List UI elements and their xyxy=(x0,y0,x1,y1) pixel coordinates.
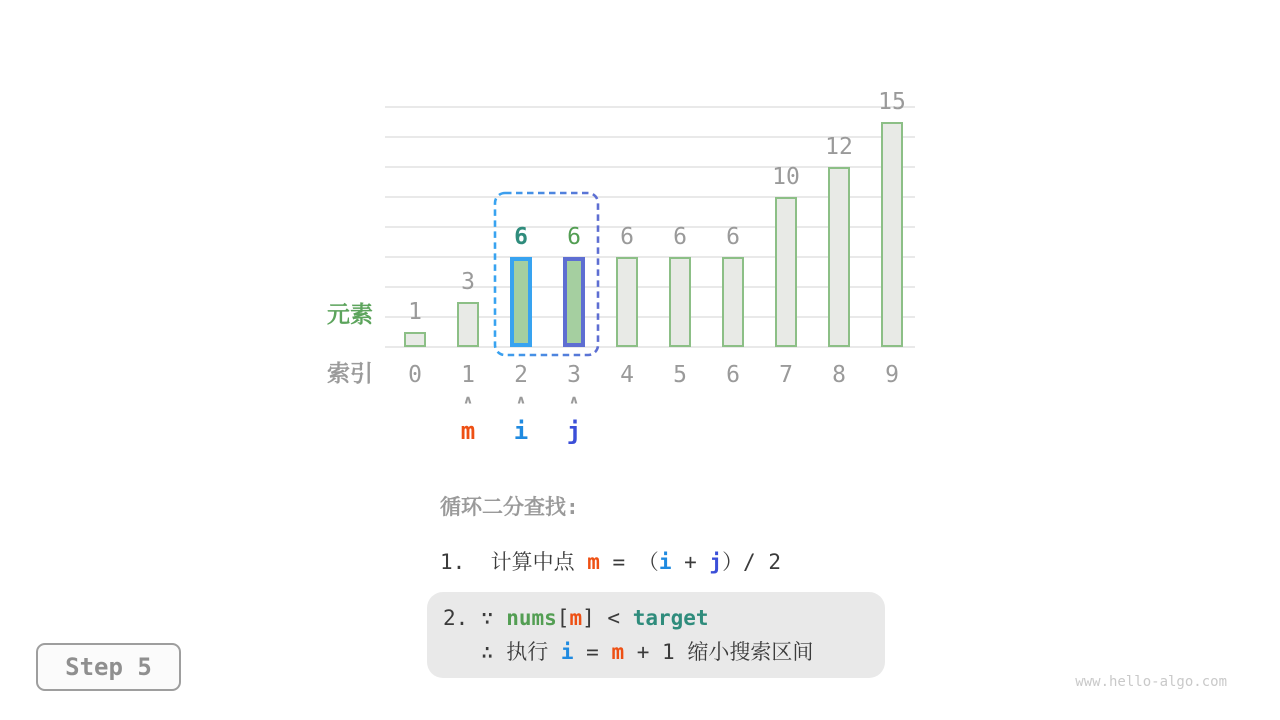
bar xyxy=(828,167,850,347)
text-segment: m xyxy=(611,640,625,664)
search-window-dashed-box xyxy=(490,188,603,360)
text-segment: = xyxy=(573,640,612,664)
index-label: 3 xyxy=(567,362,581,388)
bar-value-label: 15 xyxy=(878,89,906,115)
bar xyxy=(457,302,479,347)
watermark-url: www.hello-algo.com xyxy=(1075,674,1227,690)
note-step2-line2 xyxy=(443,635,885,669)
text-segment: = （ xyxy=(599,550,659,574)
bar-value-label: 6 xyxy=(620,224,634,250)
bar-value-label: 6 xyxy=(514,224,528,250)
text-segment: < xyxy=(594,606,633,630)
bar-value-label: 10 xyxy=(772,164,800,190)
text-segment: + 1 缩小搜索区间 xyxy=(624,640,814,664)
pointer-label-j: j xyxy=(566,417,582,445)
bar-value-label: 6 xyxy=(567,224,581,250)
text-segment: ] xyxy=(582,606,595,630)
text-segment: ）/ 2 xyxy=(722,550,781,574)
bar xyxy=(669,257,691,347)
pointer-label-m: m xyxy=(460,417,476,445)
bar xyxy=(881,122,903,347)
index-label: 1 xyxy=(461,362,475,388)
note-heading: 循环二分查找: xyxy=(440,495,579,519)
index-label: 8 xyxy=(832,362,846,388)
index-label: 0 xyxy=(408,362,422,388)
bar-value-label: 6 xyxy=(673,224,687,250)
text-segment: j xyxy=(709,550,723,574)
gridline xyxy=(385,106,915,108)
index-label: 2 xyxy=(514,362,528,388)
bar xyxy=(404,332,426,347)
bar-value-label: 6 xyxy=(726,224,740,250)
text-segment: 1. 计算中点 xyxy=(440,550,588,574)
y-axis-label: 元素 xyxy=(327,302,373,328)
x-axis-label: 索引 xyxy=(327,361,373,387)
index-label: 5 xyxy=(673,362,687,388)
text-segment: m xyxy=(587,550,600,574)
index-label: 6 xyxy=(726,362,740,388)
text-segment: [ xyxy=(556,606,570,630)
text-segment: nums xyxy=(506,606,557,630)
bar-value-label: 12 xyxy=(825,134,853,160)
bar-value-label: 3 xyxy=(461,269,475,295)
bar xyxy=(722,257,744,347)
index-label: 9 xyxy=(885,362,899,388)
up-arrow-icon: ∧ xyxy=(462,393,474,408)
text-segment: ∴ 执行 xyxy=(443,640,561,664)
text-segment: target xyxy=(632,606,709,630)
note-step2-box xyxy=(427,592,885,678)
index-label: 7 xyxy=(779,362,793,388)
up-arrow-icon: ∧ xyxy=(515,393,527,408)
note-step2-line1 xyxy=(443,601,885,635)
note-step1-line xyxy=(440,549,781,575)
text-segment: i xyxy=(658,550,672,574)
bar-value-label: 1 xyxy=(408,299,422,325)
text-segment: m xyxy=(569,606,583,630)
bar xyxy=(616,257,638,347)
up-arrow-icon: ∧ xyxy=(568,393,580,408)
index-label: 4 xyxy=(620,362,634,388)
pointer-label-i: i xyxy=(513,417,529,445)
bar xyxy=(775,197,797,347)
step-badge: Step 5 xyxy=(36,643,181,691)
text-segment: + xyxy=(671,550,710,574)
text-segment: i xyxy=(560,640,574,664)
text-segment: 2. ∵ xyxy=(443,606,507,630)
